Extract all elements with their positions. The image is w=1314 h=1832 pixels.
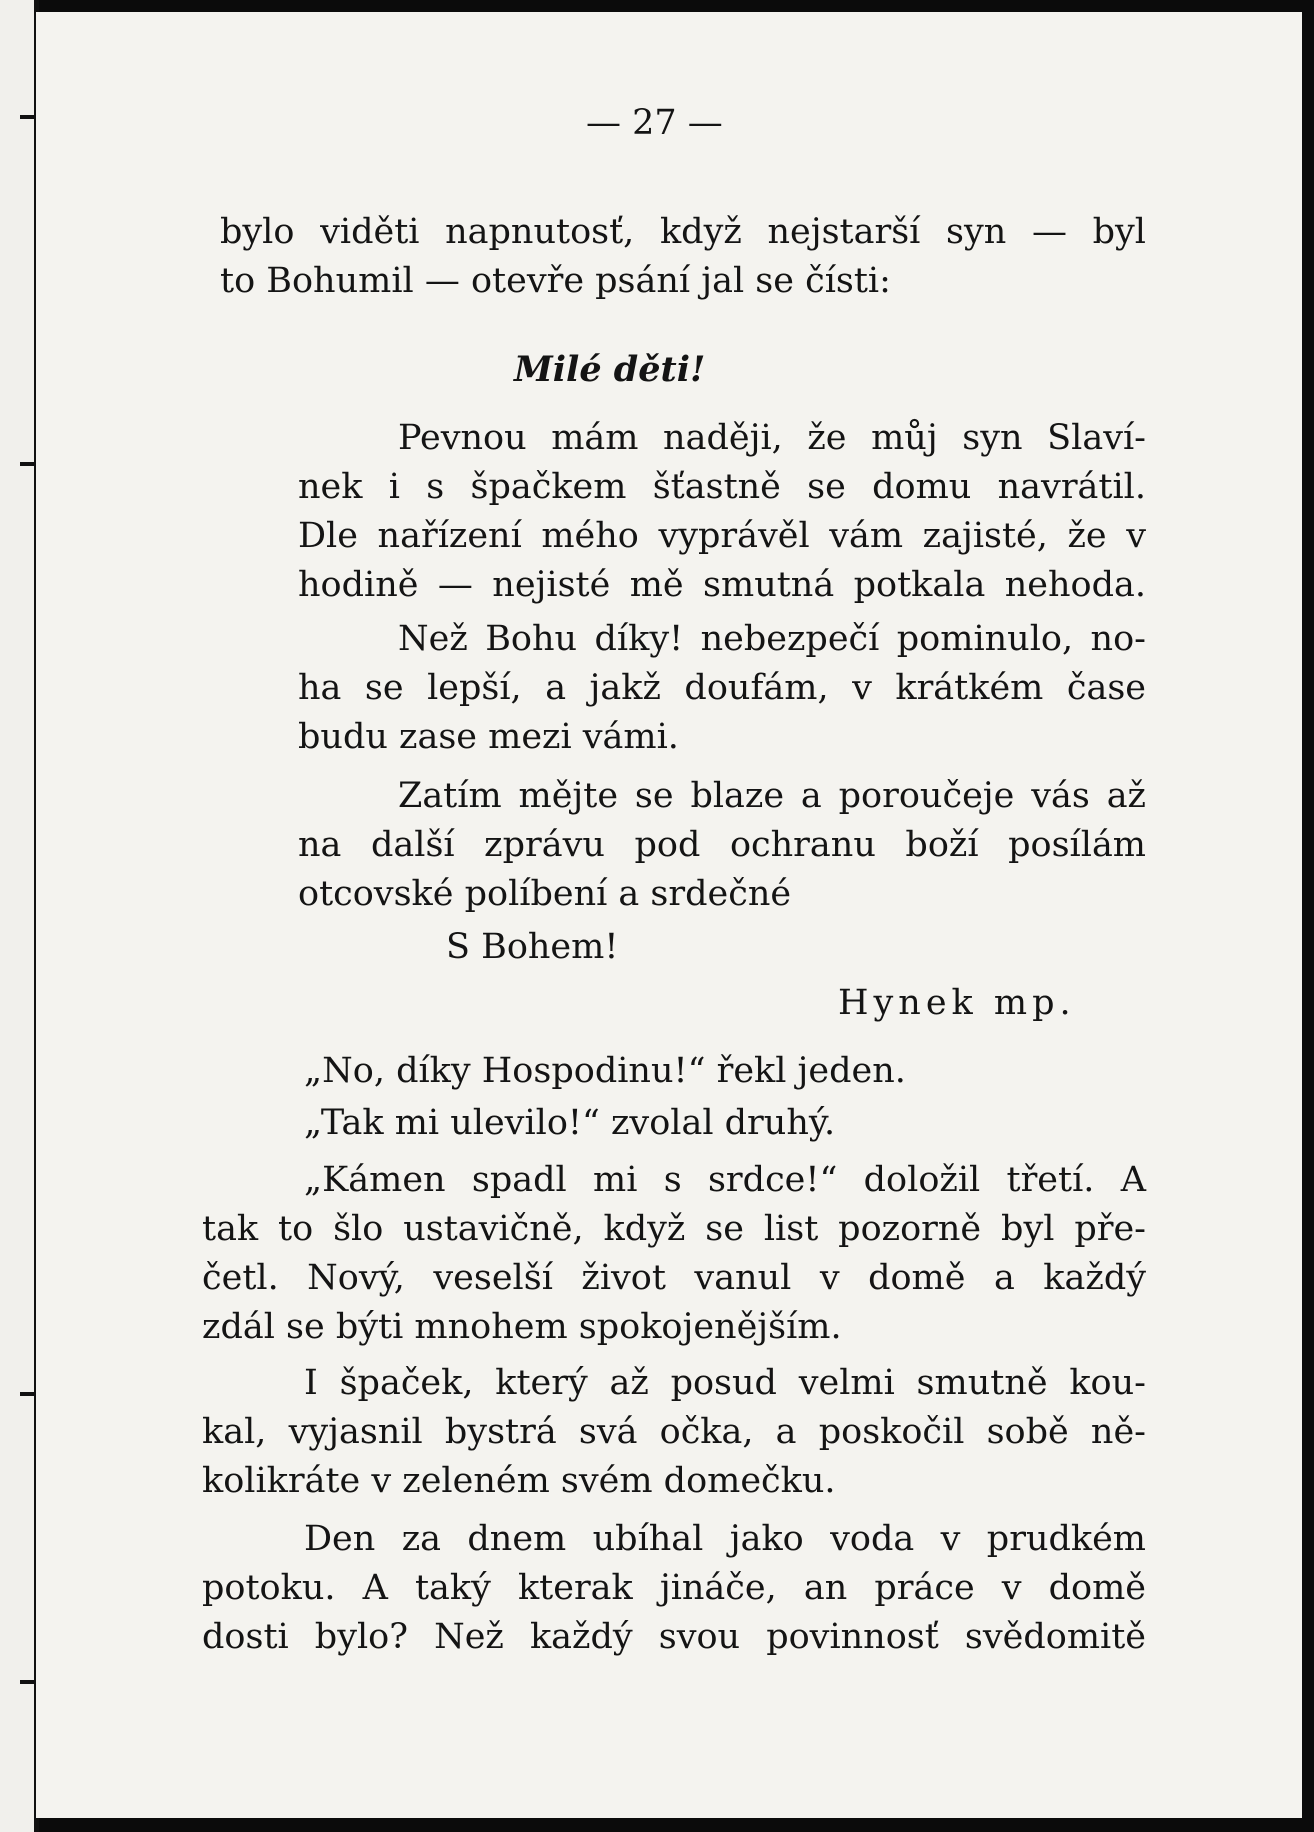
text-line: Den za dnem ubíhal jako voda v prudkém — [304, 1519, 1146, 1559]
text-line: potoku. A taký kterak jináče, an práce v domě — [202, 1568, 1146, 1608]
book-spine — [0, 0, 36, 1832]
letter-line: budu zase mezi vámi. — [298, 717, 679, 757]
text-line: zdál se býti mnohem spokojenějším. — [202, 1307, 842, 1347]
letter-line: Dle nařízení mého vyprávěl vám zajisté, že v — [298, 516, 1146, 556]
dialogue-line: „Tak mi ulevilo!“ zvolal druhý. — [304, 1103, 836, 1143]
text-line: četl. Nový, veselší život vanul v domě a každý — [202, 1258, 1146, 1298]
book-page — [36, 12, 1302, 1818]
letter-line: Pevnou mám naději, že můj syn Slaví- — [398, 418, 1146, 458]
text-line: bylo viděti napnutosť, když nejstarší syn — byl — [220, 212, 1146, 252]
text-line: tak to šlo ustavičně, když se list pozorně byl pře- — [202, 1209, 1146, 1249]
text-line: kal, vyjasnil bystrá svá očka, a poskočil sobě ně- — [202, 1412, 1146, 1452]
text-line: „Kámen spadl mi s srdce!“ doložil třetí. A — [304, 1160, 1146, 1200]
letter-line: hodině — nejisté mě smutná potkala nehoda. — [298, 565, 1146, 605]
letter-line: Než Bohu díky! nebezpečí pominulo, no- — [398, 619, 1146, 659]
dialogue-line: „No, díky Hospodinu!“ řekl jeden. — [304, 1051, 906, 1091]
letter-line: Zatím mějte se blaze a poroučeje vás až — [398, 776, 1146, 816]
text-line: kolikráte v zeleném svém domečku. — [202, 1461, 836, 1501]
text-line: dosti bylo? Než každý svou povinnosť svědomitě — [202, 1617, 1146, 1657]
letter-line: otcovské políbení a srdečné — [298, 874, 792, 914]
scan-top-border — [0, 0, 1314, 12]
text-line: I špaček, který až posud velmi smutně kou- — [304, 1363, 1146, 1403]
scan-right-border — [1302, 0, 1314, 1832]
letter-line: na další zprávu pod ochranu boží posílám — [298, 825, 1146, 865]
page-number: — 27 — — [586, 103, 723, 143]
letter-salutation: Milé děti! — [514, 349, 706, 390]
letter-line: nek i s špačkem šťastně se domu navrátil. — [298, 467, 1146, 507]
text-line: to Bohumil — otevře psání jal se čísti: — [220, 261, 891, 301]
letter-signature: Hynek mp. — [838, 983, 1076, 1023]
letter-closing: S Bohem! — [446, 927, 619, 967]
letter-line: ha se lepší, a jakž doufám, v krátkém čase — [298, 668, 1146, 708]
